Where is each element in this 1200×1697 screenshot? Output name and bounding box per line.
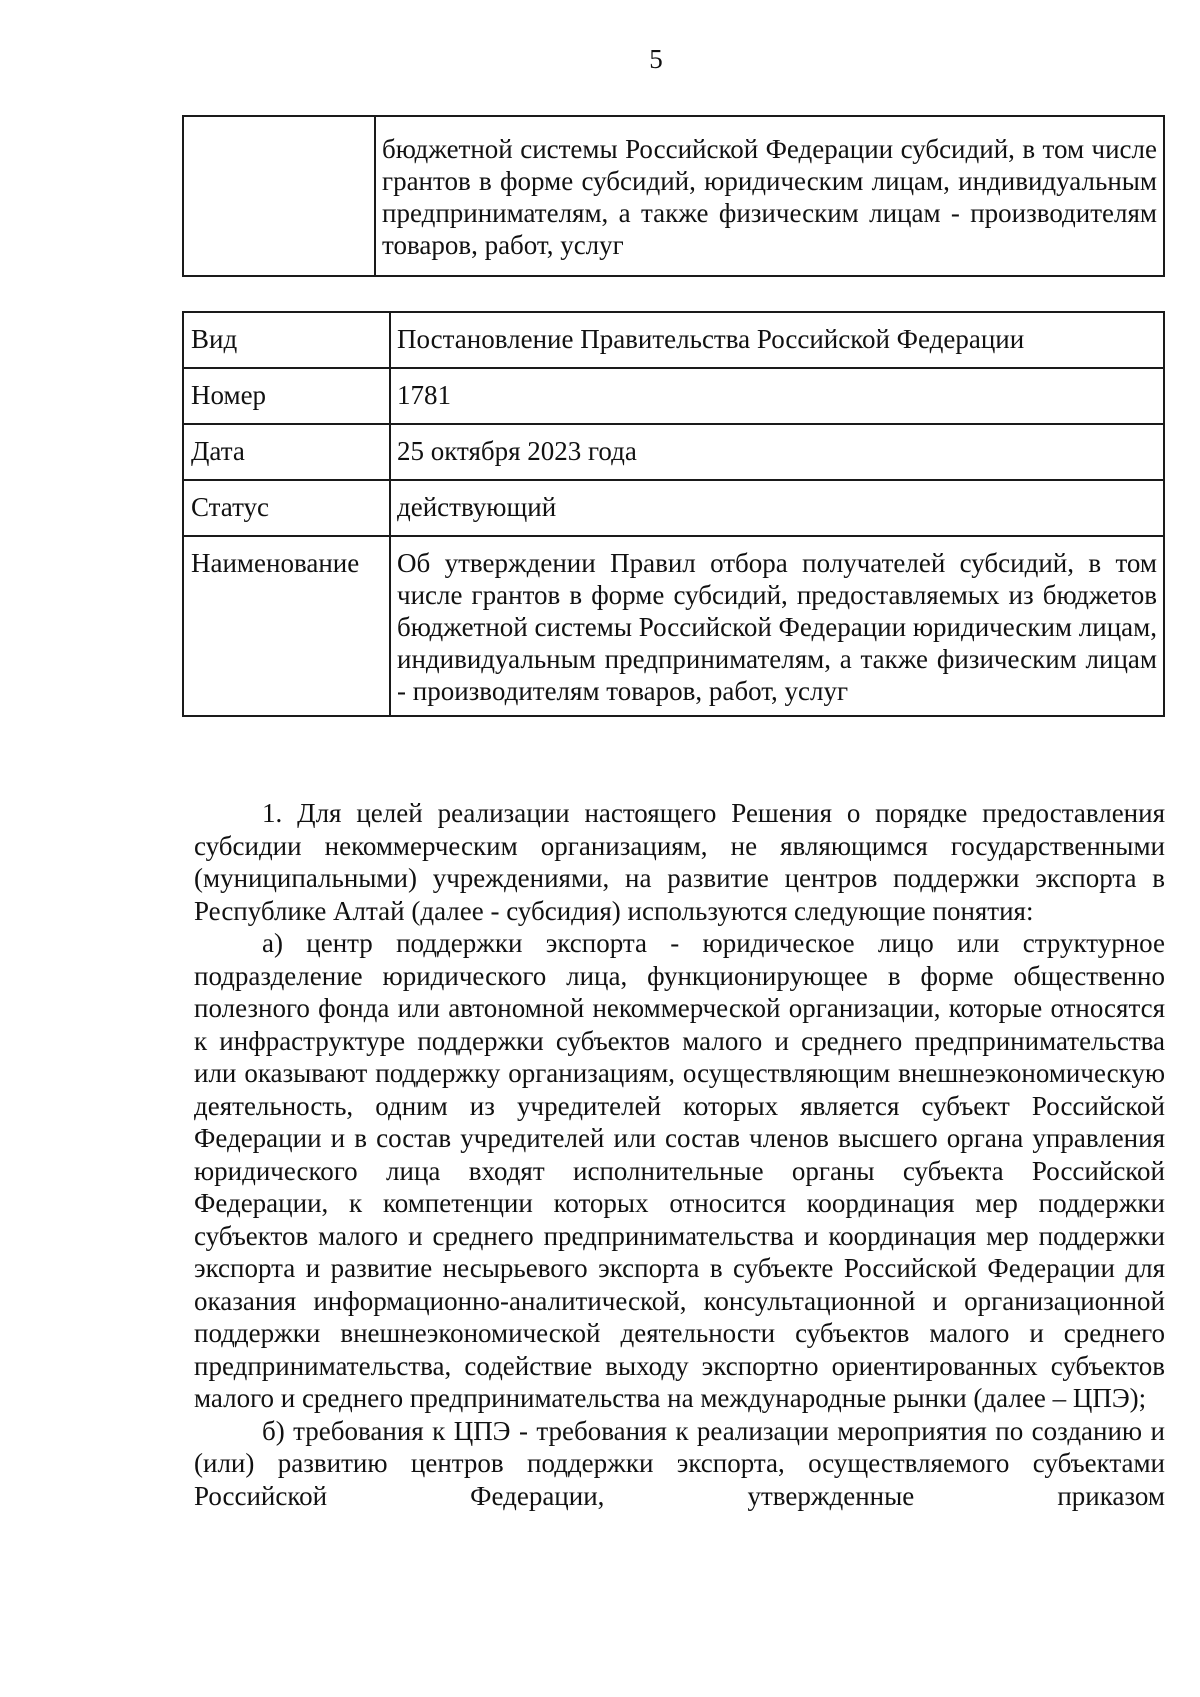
label-number: Номер xyxy=(183,368,390,424)
document-details-table xyxy=(182,311,1165,717)
value-type: Постановление Правительства Российской Федерации xyxy=(390,312,1164,368)
value-number: 1781 xyxy=(390,368,1164,424)
value-title: Об утверждении Правил отбора получателей субсидий, в том числе грантов в форме субсидий, предоставляемых из бюджетов бюджетной системы Российской Федерации юридическим лицам, индивидуальным предпринимателям, а также физическим лицам - производителям товаров, работ, услуг xyxy=(390,536,1164,716)
paragraph-a: а) центр поддержки экспорта - юридическое лицо или структурное подразделение юридического лица, функционирующее в форме общественно полезного фонда или автономной некоммерческой организации, которые относятся к инфраструктуре поддержки субъектов малого и среднего предпринимательства или оказывают поддержку организациям, осуществляющим внешнеэкономическую деятельность, одним из учредителей которых является субъект Российской Федерации и в состав учредителей или состав членов высшего органа управления юридического лица входят исполнительные органы субъекта Российской Федерации, к компетенции которых относится координация мер поддержки субъектов малого и среднего предпринимательства и координация мер поддержки экспорта и развитие несырьевого экспорта в субъекте Российской Федерации для оказания информационно-аналитической, консультационной и организационной поддержки внешнеэкономической деятельности субъектов малого и среднего предпринимательства, содействие выходу экспортно ориентированных субъектов малого и среднего предпринимательства на международные рынки (далее – ЦПЭ); xyxy=(194,928,1165,1413)
table-value-cell: бюджетной системы Российской Федерации субсидий, в том числе грантов в форме субсидий, юридическим лицам, индивидуальным предпринимателям, а также физическим лицам - производителям товаров, работ, услуг xyxy=(375,116,1164,276)
page-number: 5 xyxy=(649,44,663,74)
table-row-date xyxy=(183,424,1164,480)
value-date: 25 октября 2023 года xyxy=(390,424,1164,480)
label-date: Дата xyxy=(183,424,390,480)
label-title: Наименование xyxy=(183,536,390,716)
label-type: Вид xyxy=(183,312,390,368)
paragraph-b: б) требования к ЦПЭ - требования к реализации мероприятия по созданию и (или) развитию центров поддержки экспорта, осуществляемого субъектами Российской Федерации, утвержденные приказом xyxy=(194,1415,1165,1511)
table-row xyxy=(183,116,1164,276)
table-label-cell xyxy=(183,116,375,276)
table-row-title xyxy=(183,536,1164,716)
table-row-type xyxy=(183,312,1164,368)
continuation-table xyxy=(182,115,1165,277)
label-status: Статус xyxy=(183,480,390,536)
body-text xyxy=(194,797,1165,1512)
table-row-number xyxy=(183,368,1164,424)
value-status: действующий xyxy=(390,480,1164,536)
table-row-status xyxy=(183,480,1164,536)
paragraph-1: 1. Для целей реализации настоящего Решения о порядке предоставления субсидии некоммерческим организациям, не являющимся государственными (муниципальными) учреждениями, на развитие центров поддержки экспорта в Республике Алтай (далее - субсидия) используются следующие понятия: xyxy=(194,798,1165,926)
